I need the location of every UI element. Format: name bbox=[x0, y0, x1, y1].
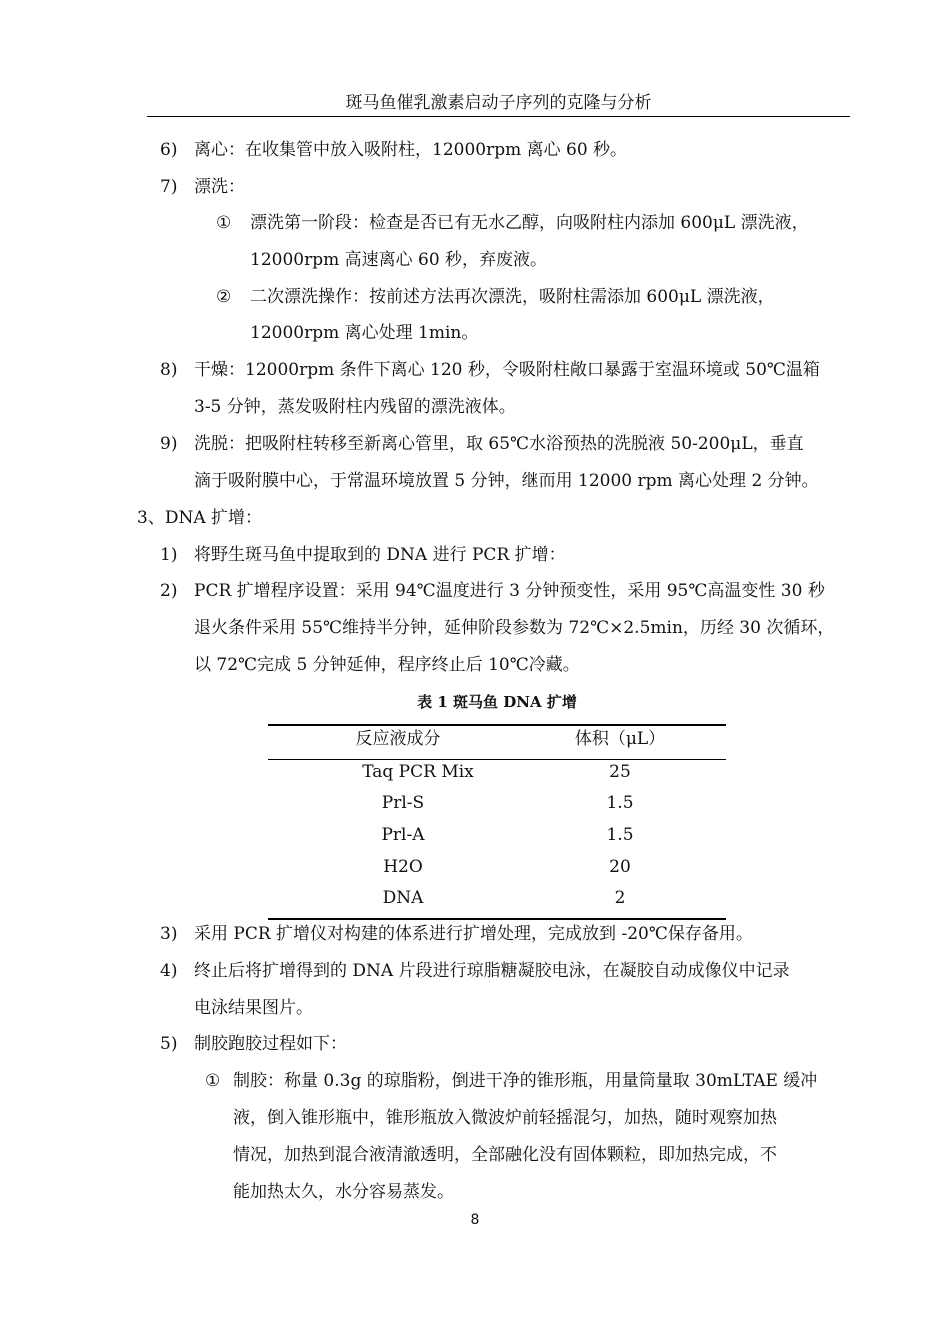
list-number: 6) bbox=[160, 140, 178, 160]
table-cell: 1.5 bbox=[606, 793, 634, 813]
table-header-cell: 体积（μL） bbox=[574, 729, 666, 749]
line-text: 二次漂洗操作：按前述方法再次漂洗，吸附柱需添加 600μL 漂洗液， bbox=[250, 287, 775, 307]
table-cell: 25 bbox=[609, 762, 631, 782]
table-header-rule bbox=[268, 759, 726, 760]
list-number: 5) bbox=[160, 1034, 178, 1054]
line-text: 12000rpm 高速离心 60 秒，弃废液。 bbox=[250, 250, 548, 270]
line-text: 干燥：12000rpm 条件下离心 120 秒，令吸附柱敞口暴露于室温环境或 50℃温箱 bbox=[194, 360, 820, 380]
line-text: 制胶：称量 0.3g 的琼脂粉，倒进干净的锥形瓶，用量筒量取 30mLTAE 缓冲 bbox=[233, 1071, 818, 1091]
list-number: 7) bbox=[160, 177, 178, 197]
line-text: 情况，加热到混合液清澈透明，全部融化没有固体颗粒，即加热完成，不 bbox=[233, 1145, 777, 1165]
running-header: 斑马鱼催乳激素启动子序列的克隆与分析 bbox=[345, 93, 652, 113]
table-top-rule bbox=[268, 724, 726, 726]
line-text: 能加热太久，水分容易蒸发。 bbox=[233, 1182, 454, 1202]
line-text: 采用 PCR 扩增仪对构建的体系进行扩增处理，完成放到 -20℃保存备用。 bbox=[194, 924, 753, 944]
table-cell: 2 bbox=[614, 888, 626, 908]
table-header-cell: 反应液成分 bbox=[355, 729, 441, 749]
line-text: 离心：在收集管中放入吸附柱，12000rpm 离心 60 秒。 bbox=[194, 140, 628, 160]
line-text: 3、DNA 扩增： bbox=[137, 508, 263, 528]
list-number: ① bbox=[205, 1071, 221, 1091]
header-rule bbox=[147, 116, 850, 117]
table-cell: Taq PCR Mix bbox=[362, 762, 474, 782]
line-text: 制胶跑胶过程如下： bbox=[194, 1034, 347, 1054]
table-cell: Prl-A bbox=[381, 825, 425, 845]
line-text: 漂洗第一阶段：检查是否已有无水乙醇，向吸附柱内添加 600μL 漂洗液， bbox=[250, 213, 809, 233]
table-cell: 1.5 bbox=[606, 825, 634, 845]
list-number: ② bbox=[216, 287, 232, 307]
line-text: PCR 扩增程序设置：采用 94℃温度进行 3 分钟预变性，采用 95℃高温变性 30 秒 bbox=[194, 581, 825, 601]
line-text: 漂洗： bbox=[194, 177, 245, 197]
line-text: 电泳结果图片。 bbox=[194, 998, 313, 1018]
table-cell: DNA bbox=[382, 888, 424, 908]
line-text: 12000rpm 离心处理 1min。 bbox=[250, 323, 479, 343]
list-number: 4) bbox=[160, 961, 178, 981]
list-number: 9) bbox=[160, 434, 178, 454]
line-text: 3-5 分钟，蒸发吸附柱内残留的漂洗液体。 bbox=[194, 397, 516, 417]
list-number: 8) bbox=[160, 360, 178, 380]
table-caption: 表 1 斑马鱼 DNA 扩增 bbox=[417, 693, 577, 711]
list-number: 2) bbox=[160, 581, 178, 601]
line-text: 以 72℃完成 5 分钟延伸，程序终止后 10℃冷藏。 bbox=[194, 655, 580, 675]
line-text: 液，倒入锥形瓶中，锥形瓶放入微波炉前轻摇混匀，加热，随时观察加热 bbox=[233, 1108, 777, 1128]
table-cell: 20 bbox=[609, 857, 631, 877]
page-number: 8 bbox=[470, 1212, 480, 1228]
table-bottom-rule bbox=[268, 918, 726, 920]
list-number: 1) bbox=[160, 545, 178, 565]
line-text: 终止后将扩增得到的 DNA 片段进行琼脂糖凝胶电泳，在凝胶自动成像仪中记录 bbox=[194, 961, 790, 981]
line-text: 将野生斑马鱼中提取到的 DNA 进行 PCR 扩增： bbox=[194, 545, 566, 565]
table-cell: Prl-S bbox=[381, 793, 425, 813]
list-number: ① bbox=[216, 213, 232, 233]
line-text: 洗脱：把吸附柱转移至新离心管里，取 65℃水浴预热的洗脱液 50-200μL，垂直 bbox=[194, 434, 804, 454]
table-cell: H2O bbox=[383, 857, 423, 877]
line-text: 退火条件采用 55℃维持半分钟，延伸阶段参数为 72℃×2.5min，历经 30 次循环， bbox=[194, 618, 835, 638]
line-text: 滴于吸附膜中心，于常温环境放置 5 分钟，继而用 12000 rpm 离心处理 2 分钟。 bbox=[194, 471, 819, 491]
list-number: 3) bbox=[160, 924, 178, 944]
